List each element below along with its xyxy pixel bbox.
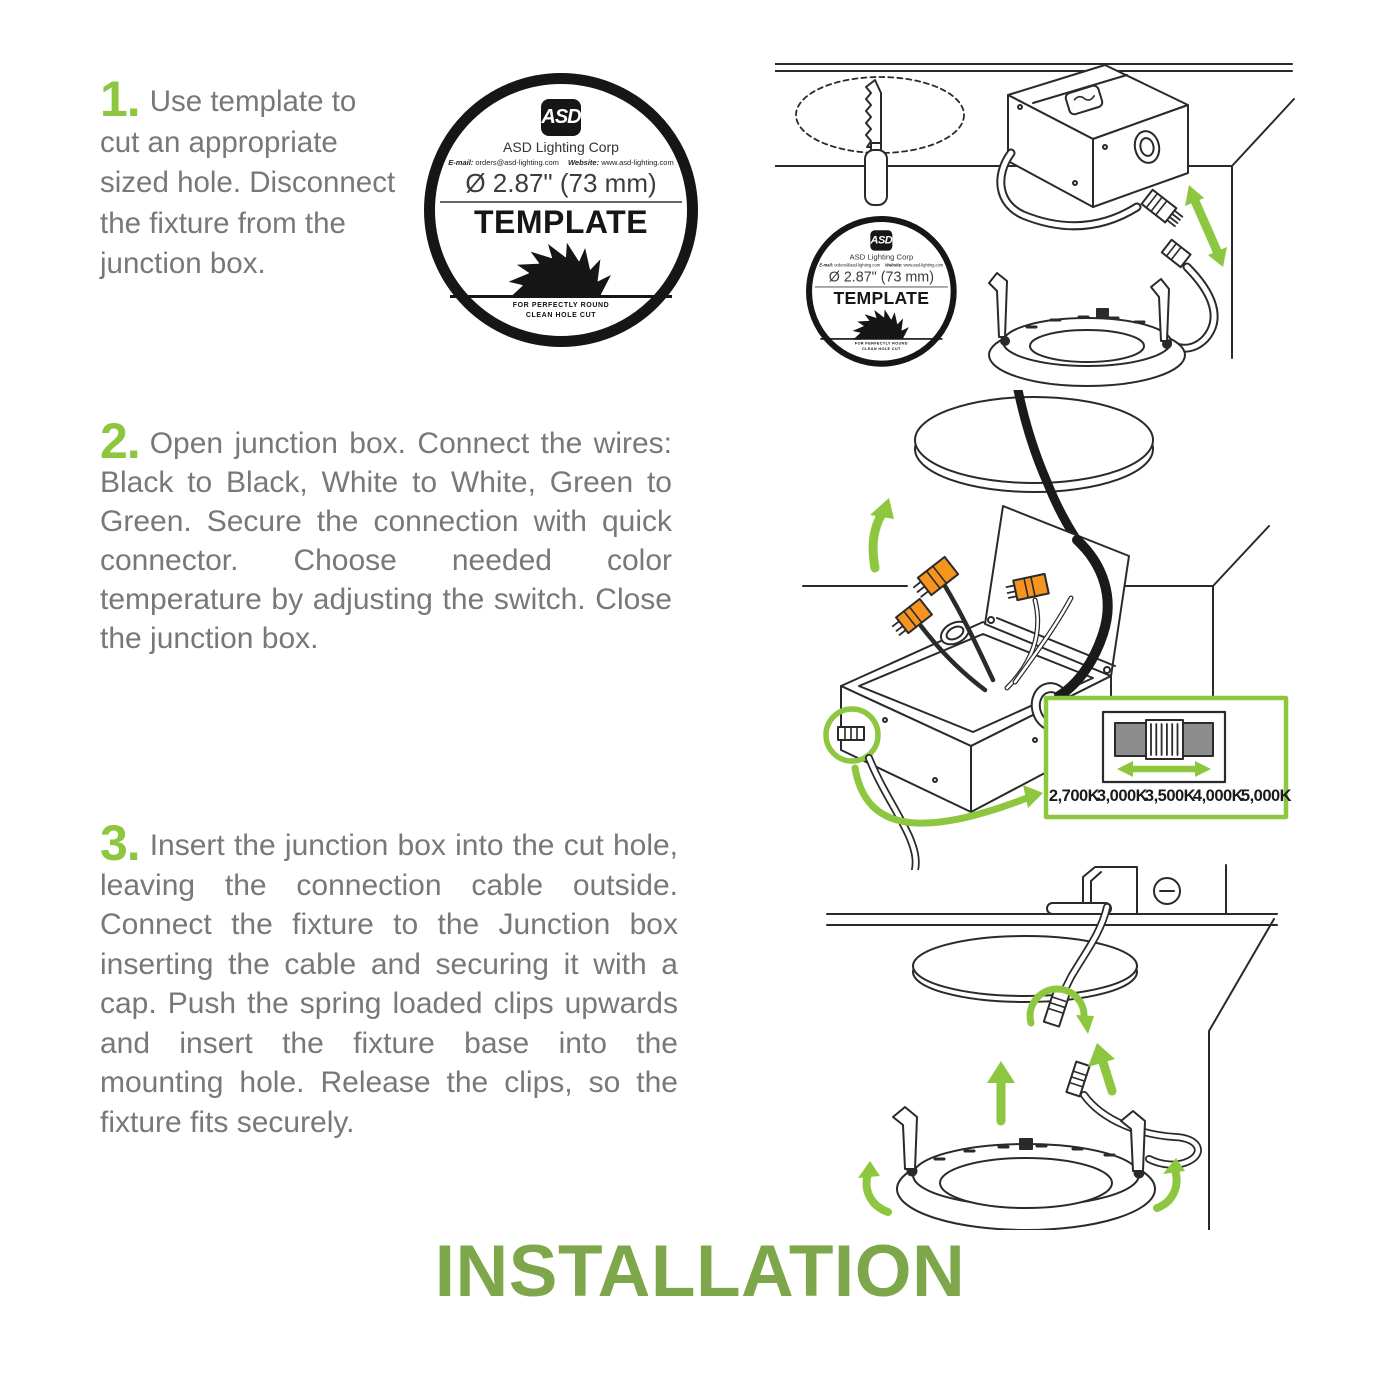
company-name: ASD Lighting Corp — [849, 252, 914, 262]
asd-logo: ASD — [541, 99, 581, 136]
template-footer: FOR PERFECTLY ROUND CLEAN HOLE CUT — [854, 341, 908, 352]
step-3-text: Insert the junction box into the cut hole, leaving the connection cable outside. Connect the fixture to the Junction box inserting the cable and securing it with a cap. Push the spring loaded clips upwards and insert the fixture base into the mounting hole. Release the clips, so the fixture fits securely. — [100, 829, 678, 1139]
company-name: ASD Lighting Corp — [503, 139, 619, 155]
up-arrow-icon — [870, 498, 894, 568]
template-footer: FOR PERFECTLY ROUND CLEAN HOLE CUT — [512, 302, 610, 319]
color-temp-switch-panel — [1046, 698, 1292, 817]
step-1-instructions — [100, 71, 400, 285]
junction-box-above-ceiling — [1047, 865, 1226, 914]
up-arrow-icon — [1088, 1043, 1115, 1091]
up-arrow-icon — [987, 1061, 1015, 1121]
asd-logo: ASD — [870, 230, 892, 250]
contact-line: E-mail: orders@asd-lighting.com Website: www.asd-lighting.com — [448, 158, 674, 167]
template-title: TEMPLATE — [473, 204, 649, 240]
step-3-instructions — [100, 815, 678, 1142]
keyhole-saw-icon — [865, 80, 887, 205]
template-title: TEMPLATE — [833, 288, 930, 308]
junction-box — [1008, 65, 1188, 207]
curved-arrow-icon — [858, 1161, 888, 1212]
wiring-illustration — [785, 390, 1385, 870]
spring-clip — [989, 273, 1007, 337]
step-1-number: 1. — [100, 71, 140, 127]
kelvin-label: 4,000K — [1192, 787, 1244, 805]
contact-line: E-mail: orders@asd-lighting.com Website: www.asd-lighting.com — [819, 262, 944, 268]
male-connector-plug — [1066, 1062, 1089, 1097]
kelvin-label: 3,000K — [1096, 787, 1148, 805]
slider-switch — [1115, 720, 1213, 759]
cutting-template-label-small — [806, 216, 957, 367]
chord-line — [450, 295, 672, 298]
step-2-text: Open junction box. Connect the wires: Black to Black, White to White, Green to Green. Secure the connection with quick connector. Choose needed color temperature by adjusting the switch. Close the junction box. — [100, 427, 672, 655]
hole-diameter: Ø 2.87" (73 mm) — [828, 268, 934, 285]
diameter-line — [440, 201, 682, 203]
step-2-number: 2. — [100, 413, 140, 469]
step-1-text: Use template to cut an appropriate sized hole. Disconnect the fixture from the junction box. — [100, 85, 396, 280]
male-connector-plug — [1142, 190, 1185, 229]
kelvin-label: 2,700K — [1048, 787, 1100, 805]
recessed-fixture — [989, 273, 1185, 386]
kelvin-label: 3,500K — [1144, 787, 1196, 805]
cutting-template-label — [424, 73, 698, 347]
spring-clip — [893, 1107, 917, 1169]
saw-blade-icon — [496, 240, 626, 298]
fixture-cable — [1163, 267, 1214, 348]
hole-diameter: Ø 2.87" (73 mm) — [465, 168, 657, 198]
ceiling-hole — [913, 936, 1137, 1002]
saw-blade-icon — [846, 308, 918, 340]
chord-line — [820, 338, 942, 339]
fixture-mounting-illustration — [785, 855, 1385, 1230]
step-3-number: 3. — [100, 815, 140, 871]
kelvin-label: 5,000K — [1240, 787, 1292, 805]
page-title: INSTALLATION — [434, 1231, 966, 1312]
step-2-instructions — [100, 413, 672, 658]
